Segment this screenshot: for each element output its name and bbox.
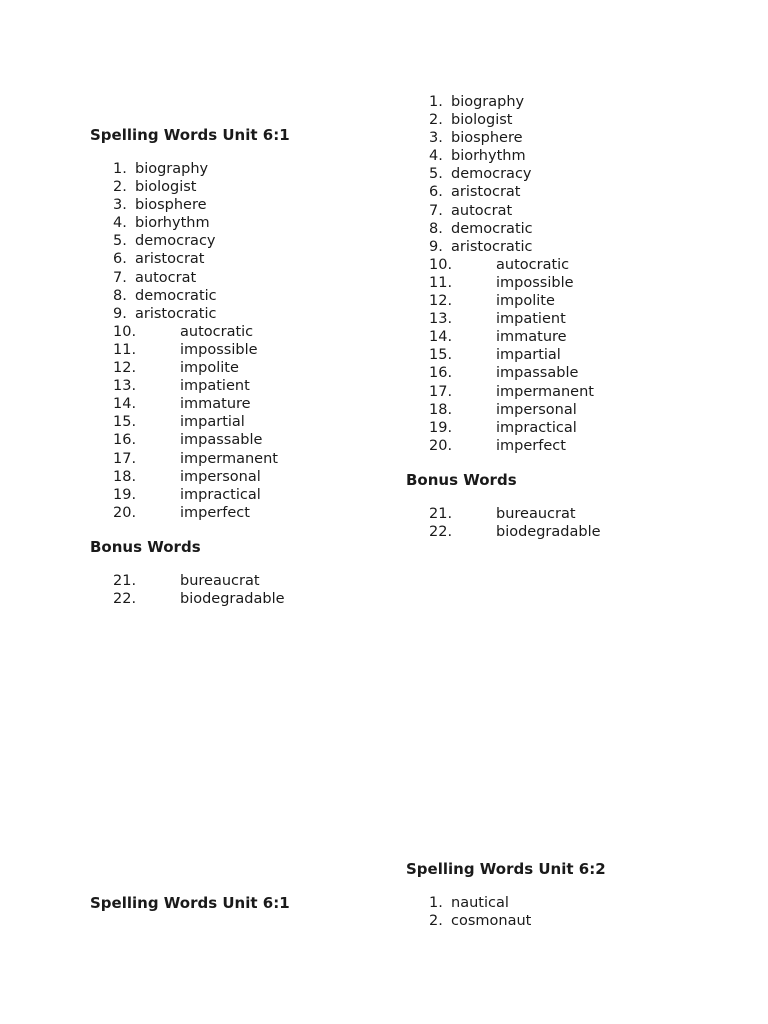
list-item-number: 10. — [113, 323, 137, 340]
left-unit1-word-list — [90, 160, 390, 522]
list-item — [406, 165, 706, 183]
list-item-word: biosphere — [451, 130, 523, 147]
list-item-number: 12. — [429, 293, 453, 310]
list-item — [90, 468, 390, 486]
list-item-word: aristocrat — [451, 184, 521, 201]
list-item-word: democracy — [451, 166, 532, 183]
left-bonus-word-list — [90, 572, 390, 608]
list-item-number: 13. — [113, 378, 137, 395]
list-item-word: autocrat — [135, 269, 197, 286]
list-item-number: 20. — [429, 437, 453, 454]
list-item-word: nautical — [451, 895, 509, 911]
list-item-number: 20. — [113, 504, 137, 521]
list-item-number: 18. — [429, 401, 453, 418]
list-item — [90, 504, 390, 522]
list-item-number: 1. — [429, 94, 443, 110]
list-item-word: biosphere — [135, 197, 207, 214]
list-item-word: biography — [451, 94, 525, 110]
list-item-number: 11. — [429, 274, 453, 291]
list-item-number: 7. — [113, 269, 127, 286]
list-item-word: impolite — [496, 293, 555, 310]
list-item-number: 9. — [429, 238, 443, 255]
list-item-number: 17. — [113, 450, 137, 467]
list-item — [406, 364, 706, 382]
list-item-number: 21. — [429, 506, 453, 522]
list-item-word: impartial — [496, 347, 561, 364]
list-item-number: 17. — [429, 383, 453, 400]
list-item-word: impatient — [496, 311, 566, 328]
right-unit2-word-list — [406, 894, 706, 930]
list-item — [406, 437, 706, 455]
right-bonus-word-list — [406, 505, 706, 541]
list-item-word: democracy — [135, 233, 216, 250]
list-item-word: impractical — [180, 486, 261, 503]
list-item-word: impersonal — [180, 468, 261, 485]
list-item-number: 7. — [429, 202, 443, 219]
list-item-number: 13. — [429, 311, 453, 328]
list-item-word: immature — [180, 396, 251, 413]
list-item — [90, 178, 390, 196]
list-item — [90, 377, 390, 395]
list-item — [90, 359, 390, 377]
list-item-number: 6. — [429, 184, 443, 201]
list-item — [406, 523, 706, 541]
list-item-word: aristocrat — [135, 251, 205, 268]
list-item — [406, 238, 706, 256]
list-item — [406, 183, 706, 201]
list-item-word: impassable — [180, 432, 263, 449]
list-item — [90, 196, 390, 214]
list-item-number: 3. — [429, 130, 443, 147]
list-item-number: 16. — [429, 365, 453, 382]
list-item — [90, 486, 390, 504]
list-item-number: 21. — [113, 573, 137, 589]
list-item-word: impartial — [180, 414, 245, 431]
list-item-number: 15. — [429, 347, 453, 364]
list-item-number: 14. — [429, 329, 453, 346]
left-bottom-heading: Spelling Words Unit 6:1 — [90, 894, 290, 912]
list-item — [406, 346, 706, 364]
list-item-number: 1. — [113, 161, 127, 177]
list-item-word: biodegradable — [180, 591, 285, 608]
list-item-number: 11. — [113, 341, 137, 358]
list-item-word: bureaucrat — [180, 573, 260, 589]
list-item — [90, 450, 390, 468]
list-item-number: 12. — [113, 360, 137, 377]
list-item — [90, 413, 390, 431]
list-item-word: aristocratic — [135, 305, 217, 322]
list-item — [406, 292, 706, 310]
list-item-number: 6. — [113, 251, 127, 268]
list-item-word: impossible — [496, 274, 574, 291]
list-item-number: 22. — [113, 591, 137, 608]
list-item-word: imperfect — [496, 437, 566, 454]
list-item-number: 14. — [113, 396, 137, 413]
list-item-word: impatient — [180, 378, 250, 395]
list-item — [406, 147, 706, 165]
list-item — [406, 310, 706, 328]
list-item-word: impermanent — [496, 383, 594, 400]
list-item-word: imperfect — [180, 504, 250, 521]
right-bonus-heading: Bonus Words — [406, 471, 517, 489]
list-item-word: impractical — [496, 419, 577, 436]
list-item — [406, 328, 706, 346]
list-item-word: autocratic — [496, 256, 570, 273]
list-item-word: democratic — [135, 287, 217, 304]
list-item-word: impossible — [180, 341, 258, 358]
right-unit2-heading: Spelling Words Unit 6:2 — [406, 860, 606, 878]
list-item-number: 10. — [429, 256, 453, 273]
list-item — [406, 111, 706, 129]
list-item — [90, 395, 390, 413]
left-bonus-heading: Bonus Words — [90, 538, 201, 556]
list-item-word: aristocratic — [451, 238, 533, 255]
list-item — [90, 250, 390, 268]
list-item — [406, 419, 706, 437]
list-item — [406, 912, 706, 930]
list-item-word: biography — [135, 161, 209, 177]
list-item — [406, 383, 706, 401]
list-item-number: 8. — [113, 287, 127, 304]
list-item-word: biorhythm — [135, 215, 210, 232]
left-bonus-block — [90, 538, 390, 556]
list-item-word: democratic — [451, 220, 533, 237]
list-item-number: 18. — [113, 468, 137, 485]
list-item — [90, 431, 390, 449]
right-unit2-block — [406, 860, 706, 878]
list-item — [90, 232, 390, 250]
list-item — [90, 214, 390, 232]
list-item — [90, 323, 390, 341]
list-item-word: impermanent — [180, 450, 278, 467]
list-item-number: 15. — [113, 414, 137, 431]
list-item-word: cosmonaut — [451, 913, 532, 930]
list-item-word: impersonal — [496, 401, 577, 418]
list-item-word: biologist — [135, 179, 197, 196]
list-item-number: 3. — [113, 197, 127, 214]
list-item-word: biorhythm — [451, 148, 526, 165]
list-item-number: 22. — [429, 524, 453, 541]
list-item — [406, 93, 706, 111]
list-item — [90, 287, 390, 305]
list-item-number: 2. — [429, 112, 443, 129]
list-item-word: impassable — [496, 365, 579, 382]
right-bonus-block — [406, 471, 706, 489]
list-item-number: 19. — [113, 486, 137, 503]
list-item-number: 1. — [429, 895, 443, 911]
list-item — [406, 894, 706, 912]
list-item-word: biologist — [451, 112, 513, 129]
list-item-number: 9. — [113, 305, 127, 322]
list-item-word: bureaucrat — [496, 506, 576, 522]
left-bottom-block — [90, 894, 390, 912]
list-item — [406, 220, 706, 238]
list-item-word: autocrat — [451, 202, 513, 219]
list-item-number: 16. — [113, 432, 137, 449]
list-item-number: 2. — [429, 913, 443, 930]
list-item-word: immature — [496, 329, 567, 346]
right-unit1-word-list — [406, 93, 706, 455]
list-item-number: 2. — [113, 179, 127, 196]
list-item — [406, 505, 706, 523]
list-item — [406, 129, 706, 147]
list-item — [90, 269, 390, 287]
list-item — [90, 572, 390, 590]
list-item — [406, 401, 706, 419]
list-item — [406, 274, 706, 292]
list-item-word: autocratic — [180, 323, 254, 340]
list-item-word: impolite — [180, 360, 239, 377]
left-unit1-block — [90, 126, 390, 144]
list-item-number: 4. — [429, 148, 443, 165]
list-item — [90, 160, 390, 178]
left-unit1-heading: Spelling Words Unit 6:1 — [90, 126, 290, 144]
list-item-number: 8. — [429, 220, 443, 237]
list-item-number: 5. — [429, 166, 443, 183]
list-item — [90, 590, 390, 608]
list-item — [90, 305, 390, 323]
list-item — [90, 341, 390, 359]
list-item — [406, 256, 706, 274]
list-item-number: 19. — [429, 419, 453, 436]
list-item-word: biodegradable — [496, 524, 601, 541]
list-item — [406, 202, 706, 220]
list-item-number: 5. — [113, 233, 127, 250]
list-item-number: 4. — [113, 215, 127, 232]
